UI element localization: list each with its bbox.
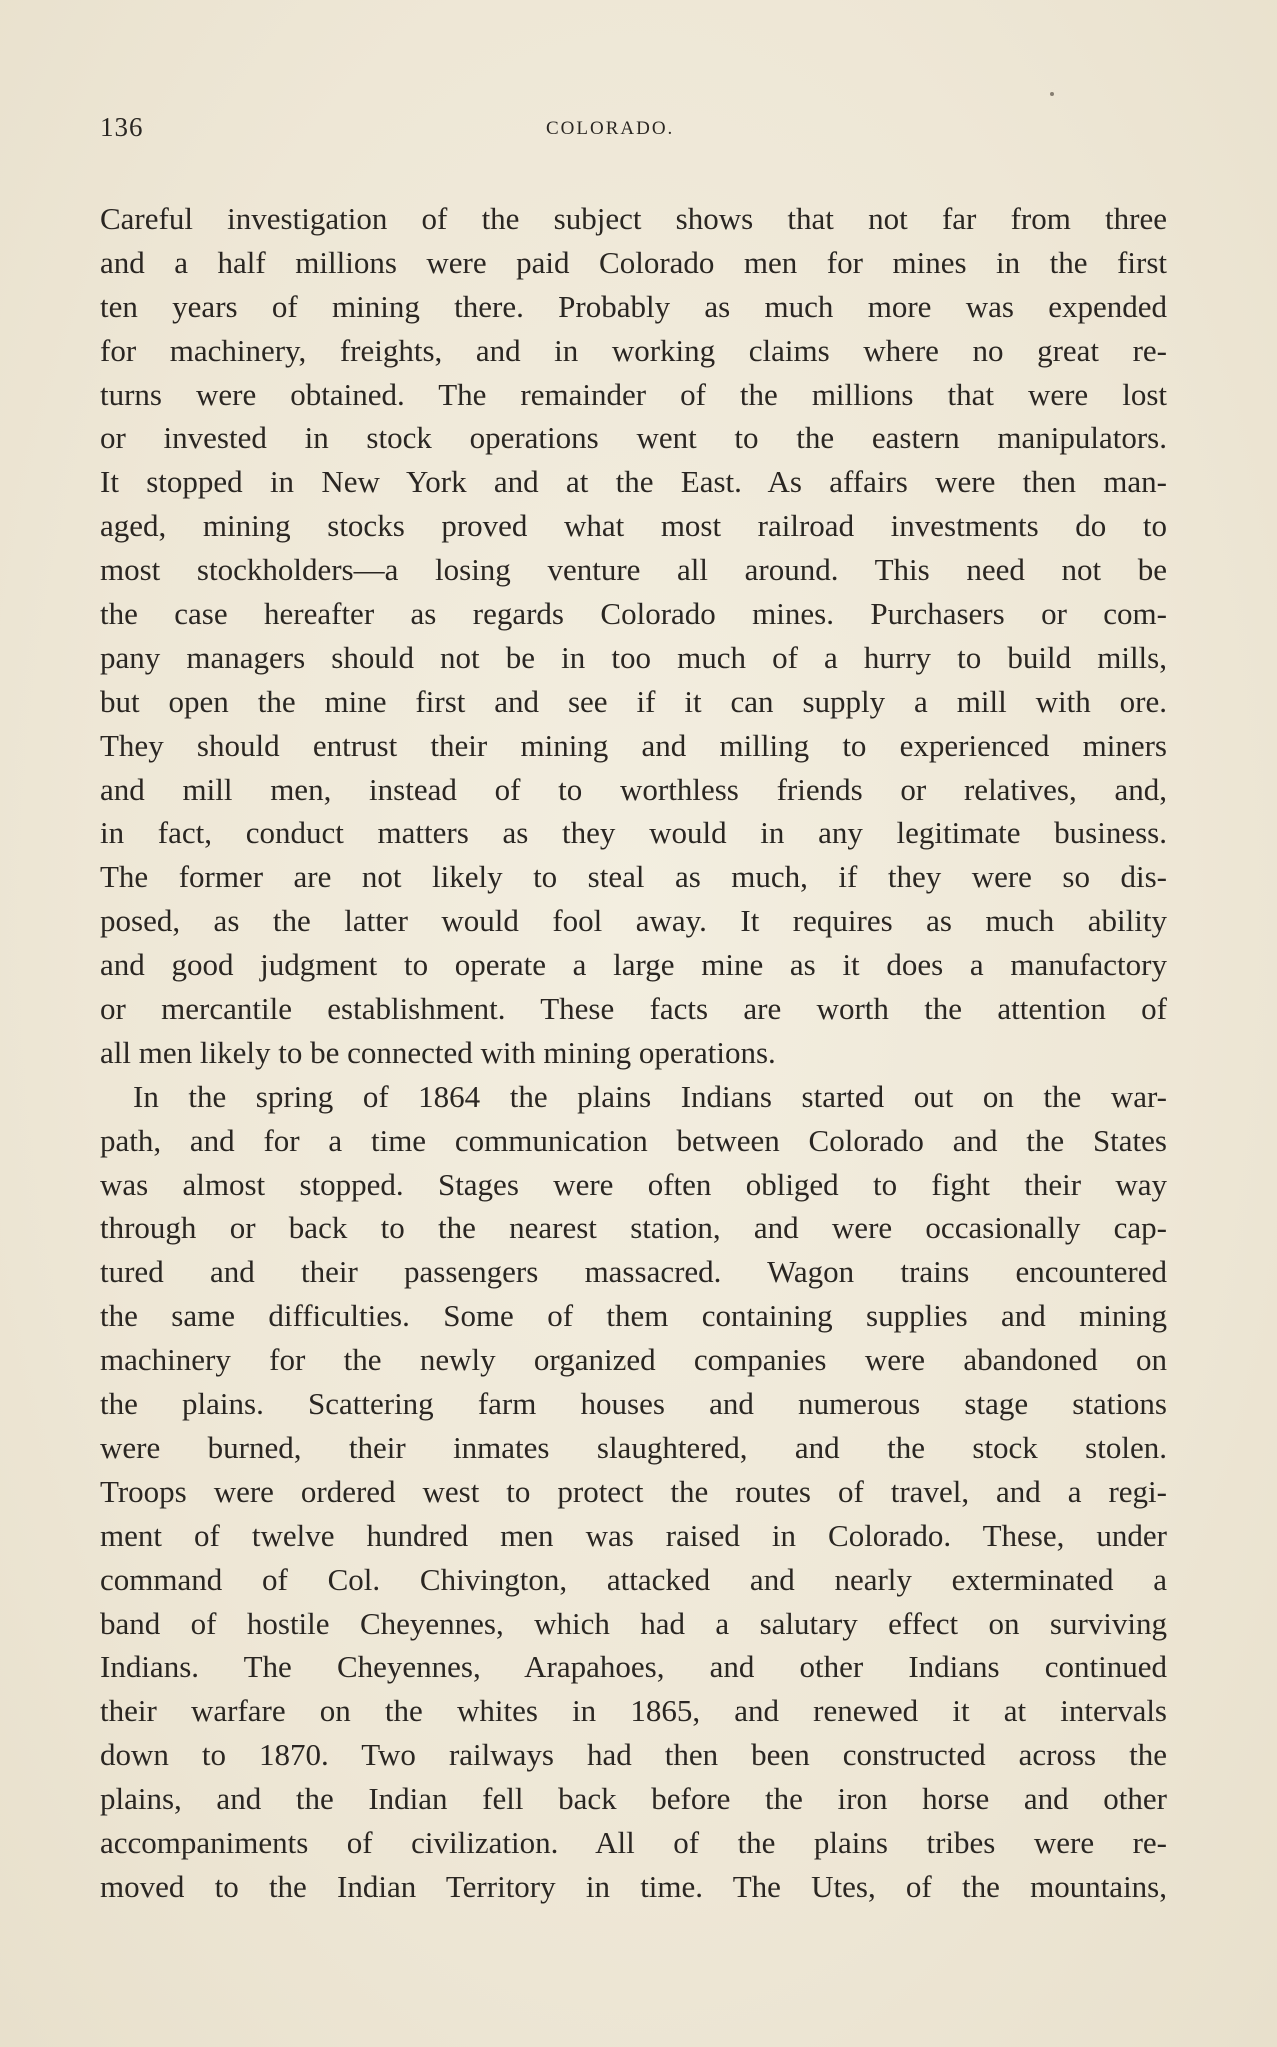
text-line: Troops were ordered west to protect the routes of travel, and a regi-: [100, 1473, 1167, 1509]
text-line: tured and their passengers massacred. Wagon trains encountered: [100, 1254, 1167, 1290]
text-line: aged, mining stocks proved what most railroad investments do to: [100, 508, 1167, 544]
page-number: 136: [100, 112, 144, 142]
ink-speck: [1050, 92, 1054, 96]
text-line: It stopped in New York and at the East. As affairs were then man-: [100, 464, 1167, 500]
text-line: pany managers should not be in too much of a hurry to build mills,: [100, 639, 1167, 675]
text-line: most stockholders—a losing venture all around. This need not be: [100, 552, 1167, 588]
text-line: or invested in stock operations went to the eastern manipulators.: [100, 420, 1167, 456]
text-line: plains, and the Indian fell back before the iron horse and other: [100, 1781, 1167, 1817]
text-line: down to 1870. Two railways had then been constructed across the: [100, 1737, 1167, 1773]
text-line: the same difficulties. Some of them containing supplies and mining: [100, 1298, 1167, 1334]
text-line: turns were obtained. The remainder of the millions that were lost: [100, 376, 1167, 412]
text-line: the case hereafter as regards Colorado mines. Purchasers or com-: [100, 596, 1167, 632]
text-line: in fact, conduct matters as they would in any legitimate business.: [100, 815, 1167, 851]
text-line: ment of twelve hundred men was raised in Colorado. These, under: [100, 1517, 1167, 1553]
text-line: all men likely to be connected with mining operations.: [100, 1034, 776, 1070]
text-line: machinery for the newly organized companies were abandoned on: [100, 1342, 1167, 1378]
text-line: or mercantile establishment. These facts are worth the attention of: [100, 991, 1167, 1027]
running-head: COLORADO.: [546, 118, 675, 139]
text-line: but open the mine first and see if it can supply a mill with ore.: [100, 683, 1167, 719]
text-line: and a half millions were paid Colorado men for mines in the first: [100, 244, 1167, 280]
text-line: posed, as the latter would fool away. It requires as much ability: [100, 903, 1167, 939]
text-line: and mill men, instead of to worthless friends or relatives, and,: [100, 771, 1167, 807]
body-text: [100, 197, 1167, 1909]
text-line: band of hostile Cheyennes, which had a salutary effect on surviving: [100, 1605, 1167, 1641]
text-line: Indians. The Cheyennes, Arapahoes, and other Indians continued: [100, 1649, 1167, 1685]
text-line: for machinery, freights, and in working claims where no great re-: [100, 332, 1167, 368]
text-line: moved to the Indian Territory in time. The Utes, of the mountains,: [100, 1868, 1167, 1904]
text-line: command of Col. Chivington, attacked and nearly exterminated a: [100, 1561, 1167, 1597]
text-line: were burned, their inmates slaughtered, and the stock stolen.: [100, 1429, 1167, 1465]
text-line: their warfare on the whites in 1865, and renewed it at intervals: [100, 1693, 1167, 1729]
page-header: [100, 112, 1167, 152]
text-line: ten years of mining there. Probably as much more was expended: [100, 288, 1167, 324]
text-line: path, and for a time communication between Colorado and the States: [100, 1122, 1167, 1158]
text-line: accompaniments of civilization. All of the plains tribes were re-: [100, 1824, 1167, 1860]
text-line: the plains. Scattering farm houses and numerous stage stations: [100, 1386, 1167, 1422]
text-line: was almost stopped. Stages were often obliged to fight their way: [100, 1166, 1167, 1202]
text-line: In the spring of 1864 the plains Indians started out on the war-: [133, 1078, 1167, 1114]
text-line: Careful investigation of the subject shows that not far from three: [100, 201, 1167, 236]
text-line: They should entrust their mining and milling to experienced miners: [100, 727, 1167, 763]
text-line: and good judgment to operate a large mine as it does a manufactory: [100, 947, 1167, 983]
text-line: The former are not likely to steal as much, if they were so dis-: [100, 859, 1167, 895]
text-line: through or back to the nearest station, and were occasionally cap-: [100, 1210, 1167, 1246]
